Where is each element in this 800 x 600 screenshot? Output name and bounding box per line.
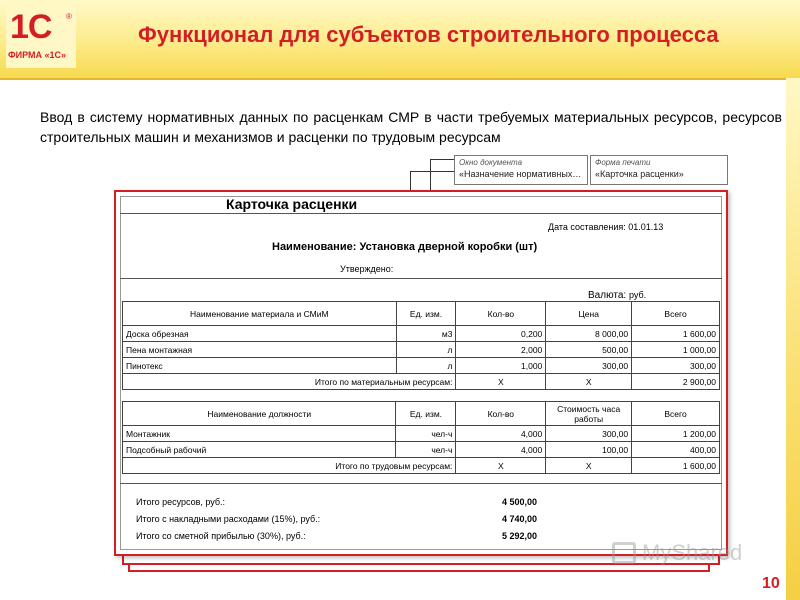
table-cell: 2,000	[456, 342, 546, 358]
table-cell: чел-ч	[396, 442, 456, 458]
table-cell: л	[396, 342, 456, 358]
materials-table	[122, 301, 720, 390]
logo-subtitle: ФИРМА «1С»	[8, 50, 67, 60]
table-cell: Х	[456, 374, 546, 390]
table-cell: Пена монтажная	[123, 342, 397, 358]
column-header: Всего	[632, 302, 720, 326]
watermark-icon	[612, 542, 636, 564]
column-header: Наименование материала и СМиМ	[123, 302, 397, 326]
labor-table	[122, 401, 720, 474]
table-cell: 500,00	[546, 342, 632, 358]
decorative-side-band	[786, 78, 800, 600]
column-header: Цена	[546, 302, 632, 326]
header-divider	[0, 78, 800, 80]
table-cell: 300,00	[632, 358, 720, 374]
column-header: Кол-во	[456, 402, 546, 426]
table-row	[123, 442, 720, 458]
table-header-row	[123, 302, 720, 326]
table-cell: 1 000,00	[632, 342, 720, 358]
summary-value: 4 740,00	[502, 514, 538, 524]
total-label: Итого по трудовым ресурсам:	[123, 458, 456, 474]
table-cell: чел-ч	[396, 426, 456, 442]
watermark: MyShared	[642, 540, 743, 565]
card-name-label: Наименование:	[272, 241, 357, 253]
document-window-value: «Назначение нормативных…	[459, 169, 582, 179]
table-cell: м3	[396, 326, 456, 342]
table-cell: 100,00	[546, 442, 632, 458]
column-header: Кол-во	[456, 302, 546, 326]
card-currency-value: руб.	[628, 290, 647, 300]
card-date-label: Дата составления:	[548, 222, 626, 232]
table-cell: 1,000	[456, 358, 546, 374]
connector-line	[410, 171, 454, 172]
divider	[120, 483, 722, 484]
summary-label: Итого с накладными расходами (15%), руб.:	[136, 514, 321, 524]
connector-line	[430, 159, 454, 160]
print-form-value: «Карточка расценки»	[595, 169, 684, 179]
logo-1c	[6, 6, 76, 68]
summary-label: Итого ресурсов, руб.:	[136, 497, 226, 507]
table-cell: 4,000	[456, 442, 546, 458]
table-cell: 8 000,00	[546, 326, 632, 342]
table-row	[123, 326, 720, 342]
card-title: Карточка расценки	[226, 196, 358, 212]
divider	[120, 213, 722, 214]
total-value: 1 600,00	[632, 458, 720, 474]
column-header: Наименование должности	[123, 402, 396, 426]
table-cell: 0,200	[456, 326, 546, 342]
card-currency	[588, 290, 646, 301]
print-form-thumbnail[interactable]	[590, 155, 728, 185]
summary-value: 4 500,00	[502, 497, 538, 507]
table-total-row	[123, 458, 720, 474]
document-window-caption: Окно документа	[459, 158, 523, 167]
table-header-row	[123, 402, 720, 426]
table-cell: Х	[546, 458, 632, 474]
card-date-value: 01.01.13	[628, 222, 664, 232]
page-title: Функционал для субъектов строительного процесса	[138, 22, 719, 47]
table-total-row	[123, 374, 720, 390]
logo-registered-mark: ®	[66, 12, 72, 21]
logo-text: 1С	[10, 8, 52, 46]
card-name-value: Установка дверной коробки (шт)	[359, 241, 538, 253]
table-cell: 300,00	[546, 358, 632, 374]
summary-label: Итого со сметной прибылью (30%), руб.:	[136, 531, 306, 541]
card-name	[272, 241, 537, 253]
table-cell: 300,00	[546, 426, 632, 442]
table-cell: 1 600,00	[632, 326, 720, 342]
table-cell: Х	[456, 458, 546, 474]
column-header: Ед. изм.	[396, 402, 456, 426]
column-header: Стоимость часа работы	[546, 402, 632, 426]
total-value: 2 900,00	[632, 374, 720, 390]
table-row	[123, 426, 720, 442]
document-window-thumbnail[interactable]	[454, 155, 588, 185]
table-cell: 400,00	[632, 442, 720, 458]
table-cell: Х	[546, 374, 632, 390]
intro-text: Ввод в систему нормативных данных по расценкам СМР в части требуемых материальных ресурсов, ресурсов строительных машин и механизмов и расценки по трудовым ресурсам	[40, 109, 782, 145]
table-row	[123, 342, 720, 358]
print-form-caption: Форма печати	[595, 158, 651, 167]
page-number: 10	[762, 575, 780, 592]
table-cell: Пинотекс	[123, 358, 397, 374]
card-approved-label: Утверждено:	[340, 264, 394, 274]
table-cell: Подсобный рабочий	[123, 442, 396, 458]
summary-value: 5 292,00	[502, 531, 538, 541]
column-header: Всего	[632, 402, 720, 426]
table-cell: л	[396, 358, 456, 374]
table-cell: 1 200,00	[632, 426, 720, 442]
card-currency-label: Валюта:	[588, 290, 627, 301]
card-date	[548, 222, 663, 232]
column-header: Ед. изм.	[396, 302, 456, 326]
divider	[120, 278, 722, 279]
table-cell: Монтажник	[123, 426, 396, 442]
table-row	[123, 358, 720, 374]
table-cell: Доска обрезная	[123, 326, 397, 342]
total-label: Итого по материальным ресурсам:	[123, 374, 456, 390]
table-cell: 4,000	[456, 426, 546, 442]
